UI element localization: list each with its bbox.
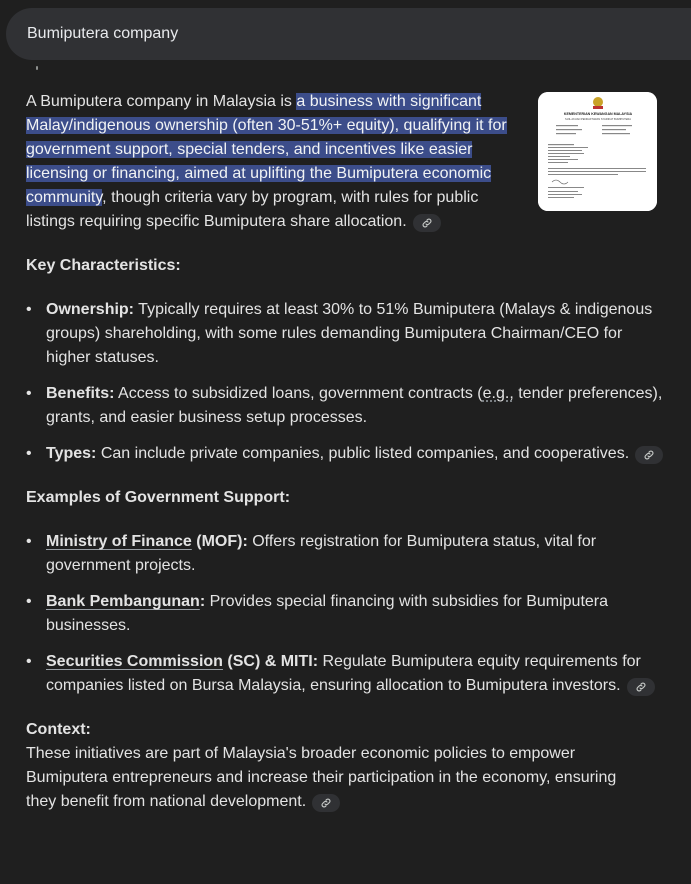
intro-lead: A Bumiputera company in Malaysia is <box>26 93 297 110</box>
search-query-bar[interactable] <box>6 8 691 60</box>
context-paragraph: These initiatives are part of Malaysia's broader economic policies to empower Bumiputera entrepreneurs and increase their participation in the economy, ensuring they benefit from national development. <box>26 745 617 810</box>
context-heading: Context: <box>26 721 91 738</box>
ai-answer <box>26 90 666 814</box>
thumb-subtitle: SIJIL AKUAN PENDAFTARAN SYARIKAT BUMIPUTERA <box>564 118 632 121</box>
bank-pembangunan-link[interactable]: Bank Pembangunan <box>46 593 200 610</box>
intro-tail: , though criteria vary by program, with rules for public listings requiring specific Bumiputera share allocation. <box>26 189 479 230</box>
link-icon <box>643 449 655 461</box>
certificate-image <box>538 92 657 211</box>
intro-paragraph <box>26 90 521 234</box>
list-item: • Benefits: Access to subsidized loans, government contracts (e.g., tender preferences), grants, and easier business setup processes. <box>26 382 666 430</box>
intro-section <box>26 90 666 234</box>
link-icon <box>635 681 647 693</box>
gov-support-heading: Examples of Government Support: <box>26 489 291 506</box>
link-icon <box>320 797 332 809</box>
scroll-marker <box>36 66 38 70</box>
list-item: • Ministry of Finance (MOF): Offers registration for Bumiputera status, vital for government projects. <box>26 530 666 578</box>
key-characteristics-heading: Key Characteristics: <box>26 257 181 274</box>
source-link-chip[interactable] <box>635 446 663 464</box>
source-link-chip[interactable] <box>312 794 340 812</box>
intro-highlight[interactable]: a business with significant Malay/indigenous ownership (often 30-51%+ equity), qualifying it for government support, special tenders, and incentives like easier licensing or financing, aimed at uplifting the Bumiputera economic community <box>26 93 507 206</box>
eg-link[interactable]: e.g., <box>482 385 514 402</box>
source-link-chip[interactable] <box>413 214 441 232</box>
search-query-text: Bumiputera company <box>27 25 179 42</box>
source-link-chip[interactable] <box>627 678 655 696</box>
list-item: • Ownership: Typically requires at least 30% to 51% Bumiputera (Malays & indigenous groups) shareholding, with some rules demanding Bumiputera Chairman/CEO for higher statuses. <box>26 298 666 370</box>
thumb-title: KEMENTERIAN KEWANGAN MALAYSIA <box>563 112 633 116</box>
document-thumbnail[interactable] <box>538 92 657 211</box>
list-item: • Bank Pembangunan: Provides special financing with subsidies for Bumiputera businesses. <box>26 590 666 638</box>
key-characteristics-list <box>26 298 666 466</box>
list-item: • Securities Commission (SC) & MITI: Regulate Bumiputera equity requirements for companies listed on Bursa Malaysia, ensuring allocation to Bumiputera investors. <box>26 650 666 698</box>
link-icon <box>421 217 433 229</box>
list-item: • Types: Can include private companies, public listed companies, and cooperatives. <box>26 442 666 466</box>
gov-support-list <box>26 530 666 698</box>
securities-commission-link[interactable]: Securities Commission <box>46 653 223 670</box>
mof-link[interactable]: Ministry of Finance <box>46 533 192 550</box>
